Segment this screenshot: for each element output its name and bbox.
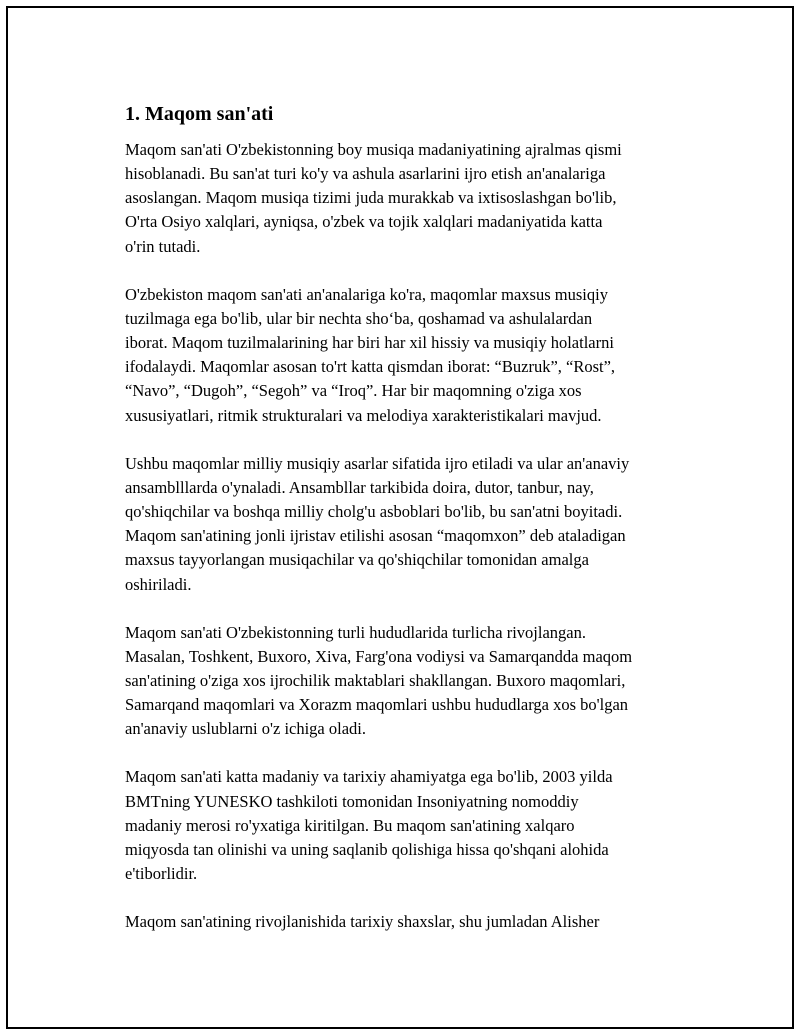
paragraph-1 <box>125 138 691 259</box>
paragraph-3 <box>125 452 691 597</box>
text-line: maxsus tayyorlangan musiqachilar va qo'shiqchilar tomonidan amalga <box>125 550 589 570</box>
text-line: madaniy merosi ro'yxatiga kiritilgan. Bu maqom san'atining xalqaro <box>125 815 575 835</box>
text-line: Maqom san'ati O'zbekistonning boy musiqa madaniyatining ajralmas qismi <box>125 140 622 159</box>
text-line: Maqom san'ati O'zbekistonning turli hududlarida turlicha rivojlangan. <box>125 622 586 642</box>
text-line: O'rta Osiyo xalqlari, ayniqsa, o'zbek va tojik xalqlari madaniyatida katta <box>125 212 603 232</box>
paragraph-4 <box>125 621 691 742</box>
text-line: miqyosda tan olinishi va uning saqlanib qolishiga hissa qo'shqani alohida <box>125 839 609 859</box>
text-line: oshiriladi. <box>125 574 192 594</box>
text-line: an'anaviy uslublarni o'z ichiga oladi. <box>125 719 366 739</box>
paragraph-6 <box>125 910 691 934</box>
text-line: hisoblanadi. Bu san'at turi ko'y va ashula asarlarini ijro etish an'analariga <box>125 164 606 184</box>
text-line: Maqom san'atining jonli ijristav etilishi asosan “maqomxon” deb ataladigan <box>125 526 626 546</box>
section-title: 1. Maqom san'ati <box>125 103 274 125</box>
paragraph-2 <box>125 283 691 428</box>
text-line: ansamblllarda o'ynaladi. Ansambllar tarkibida doira, dutor, tanbur, nay, <box>125 477 594 497</box>
document-body <box>125 100 691 958</box>
text-line: Ushbu maqomlar milliy musiqiy asarlar sifatida ijro etiladi va ular an'anaviy <box>125 453 630 473</box>
text-line: tuzilmaga ega bo'lib, ular bir nechta sho‘ba, qoshamad va ashulalardan <box>125 308 593 328</box>
text-line: Maqom san'atining rivojlanishida tarixiy shaxslar, shu jumladan Alisher <box>125 912 600 932</box>
text-line: asoslangan. Maqom musiqa tizimi juda murakkab va ixtisoslashgan bo'lib, <box>125 188 617 208</box>
text-line: qo'shiqchilar va boshqa milliy cholg'u asboblari bo'lib, bu san'atni boyitadi. <box>125 502 623 522</box>
text-line: iborat. Maqom tuzilmalarining har biri har xil hissiy va musiqiy holatlarni <box>125 333 614 353</box>
text-line: Maqom san'ati katta madaniy va tarixiy ahamiyatga ega bo'lib, 2003 yilda <box>125 767 613 787</box>
paragraph-5 <box>125 765 691 886</box>
text-line: o'rin tutadi. <box>125 236 201 256</box>
text-line: ifodalaydi. Maqomlar asosan to'rt katta qismdan iborat: “Buzruk”, “Rost”, <box>125 357 616 377</box>
text-line: Masalan, Toshkent, Buxoro, Xiva, Farg'ona vodiysi va Samarqandda maqom <box>125 646 633 666</box>
text-line: O'zbekiston maqom san'ati an'analariga ko'ra, maqomlar maxsus musiqiy <box>125 284 608 304</box>
text-line: xususiyatlari, ritmik strukturalari va melodiya xarakteristikalari mavjud. <box>125 405 602 425</box>
text-line: Samarqand maqomlari va Xorazm maqomlari ushbu hududlarga xos bo'lgan <box>125 695 629 715</box>
text-line: san'atining o'ziga xos ijrochilik maktablari shakllangan. Buxoro maqomlari, <box>125 670 626 690</box>
text-line: e'tiborlidir. <box>125 864 198 884</box>
text-line: “Navo”, “Dugoh”, “Segoh” va “Iroq”. Har bir maqomning o'ziga xos <box>125 381 582 401</box>
page-frame <box>6 6 794 1029</box>
text-line: BMTning YUNESKO tashkiloti tomonidan Insoniyatning nomoddiy <box>125 791 579 811</box>
